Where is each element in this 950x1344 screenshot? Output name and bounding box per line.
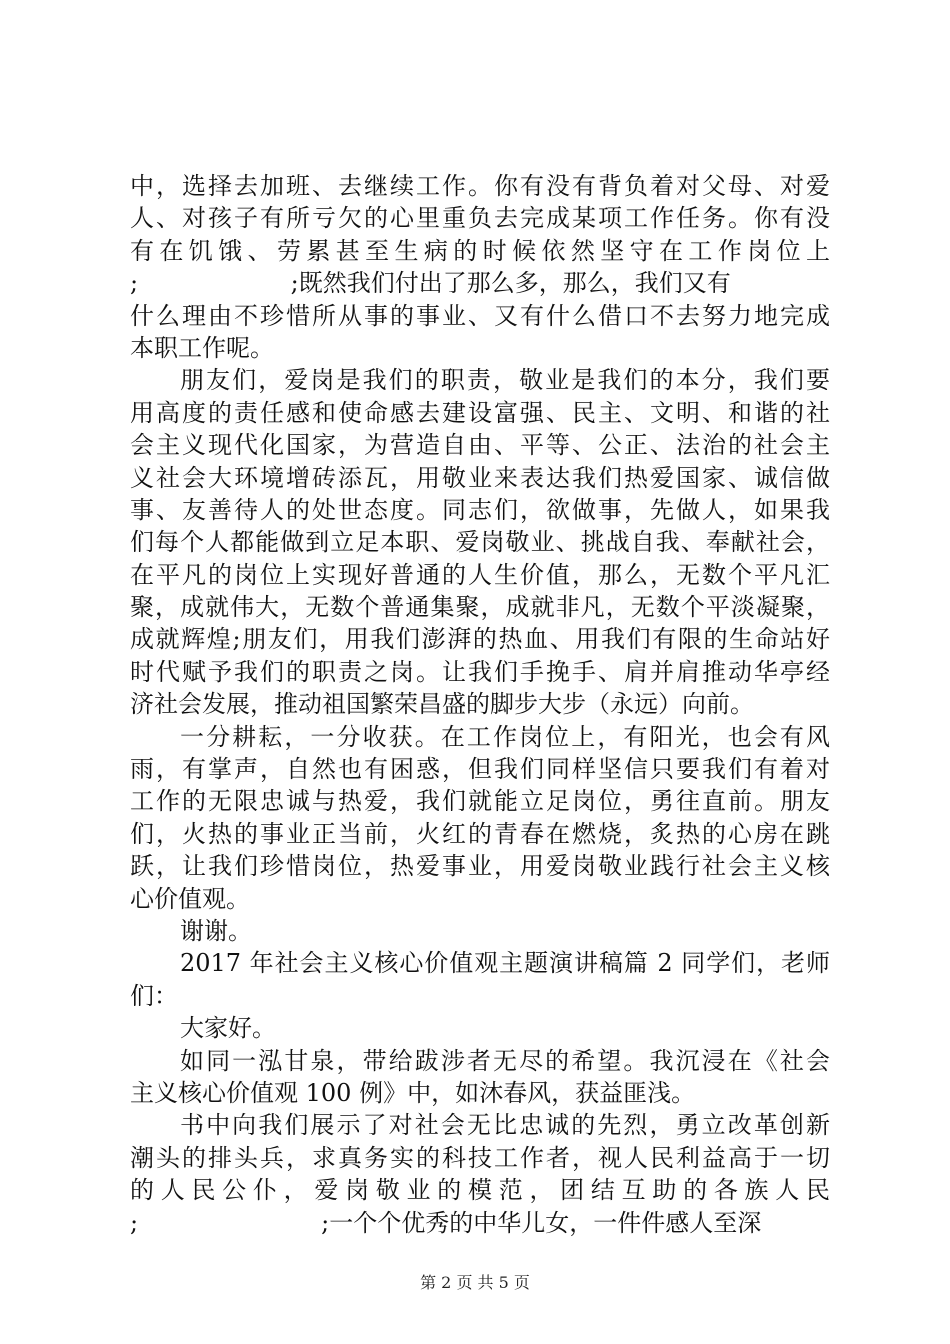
text-line: 在平凡的岗位上实现好普通的人生价值，那么，无数个平凡汇 (130, 560, 830, 589)
text-line: 雨，有掌声，自然也有困惑，但我们同样坚信只要我们有着对 (130, 755, 830, 784)
text-line: 事、友善待人的处世态度。同志们，欲做事，先做人，如果我 (130, 495, 830, 524)
text-line: 一分耕耘，一分收获。在工作岗位上，有阳光，也会有风 (180, 722, 830, 751)
text-line: 2017 年社会主义核心价值观主题演讲稿篇 2 同学们，老师 (180, 949, 830, 978)
text-line: 大家好。 (180, 1014, 276, 1043)
text-line: ; ;既然我们付出了那么多，那么，我们又有 (130, 269, 731, 298)
text-line: 成就辉煌;朋友们，用我们澎湃的热血、用我们有限的生命站好 (130, 625, 830, 654)
text-line: 工作的无限忠诚与热爱，我们就能立足岗位，勇往直前。朋友 (130, 787, 830, 816)
text-line: 本职工作呢。 (130, 333, 274, 362)
text-line: 朋友们，爱岗是我们的职责，敬业是我们的本分，我们要 (180, 366, 830, 395)
text-line: 会主义现代化国家，为营造自由、平等、公正、法治的社会主 (130, 431, 830, 460)
text-line: 们，火热的事业正当前，火红的青春在燃烧，炙热的心房在跳 (130, 819, 830, 848)
text-line: 的人民公仆，爱岗敬业的模范，团结互助的各族人民 (130, 1176, 830, 1205)
text-line: 聚，成就伟大，无数个普通集聚，成就非凡，无数个平淡凝聚， (130, 593, 830, 622)
text-line: 书中向我们展示了对社会无比忠诚的先烈，勇立改革创新 (180, 1111, 830, 1140)
text-line: 们每个人都能做到立足本职、爱岗敬业、挑战自我、奉献社会， (130, 528, 830, 557)
text-line: 们： (130, 981, 178, 1010)
text-line: 有在饥饿、劳累甚至生病的时候依然坚守在工作岗位上 (130, 236, 830, 265)
text-line: 济社会发展，推动祖国繁荣昌盛的脚步大步（永远）向前。 (130, 690, 754, 719)
text-line: 义社会大环境增砖添瓦，用敬业来表达我们热爱国家、诚信做 (130, 463, 830, 492)
text-line: 人、对孩子有所亏欠的心里重负去完成某项工作任务。你有没 (130, 204, 830, 233)
document-body (130, 170, 830, 1239)
text-line: 潮头的排头兵，求真务实的科技工作者，视人民利益高于一切 (130, 1143, 830, 1172)
text-line: 如同一泓甘泉，带给跋涉者无尽的希望。我沉浸在《社会 (180, 1046, 830, 1075)
text-line: 主义核心价值观 100 例》中，如沐春风，获益匪浅。 (130, 1078, 696, 1107)
text-line: 中，选择去加班、去继续工作。你有没有背负着对父母、对爱 (130, 172, 830, 200)
text-line: 什么理由不珍惜所从事的事业、又有什么借口不去努力地完成 (130, 301, 830, 330)
page-footer: 第 2 页 共 5 页 (420, 1273, 530, 1292)
text-line: ; ;一个个优秀的中华儿女，一件件感人至深 (130, 1208, 762, 1237)
text-line: 谢谢。 (180, 916, 252, 945)
text-line: 心价值观。 (130, 884, 250, 913)
text-line: 跃，让我们珍惜岗位，热爱事业，用爱岗敬业践行社会主义核 (130, 852, 830, 881)
text-line: 时代赋予我们的职责之岗。让我们手挽手、肩并肩推动华亭经 (130, 657, 830, 686)
text-line: 用高度的责任感和使命感去建设富强、民主、文明、和谐的社 (130, 398, 830, 427)
